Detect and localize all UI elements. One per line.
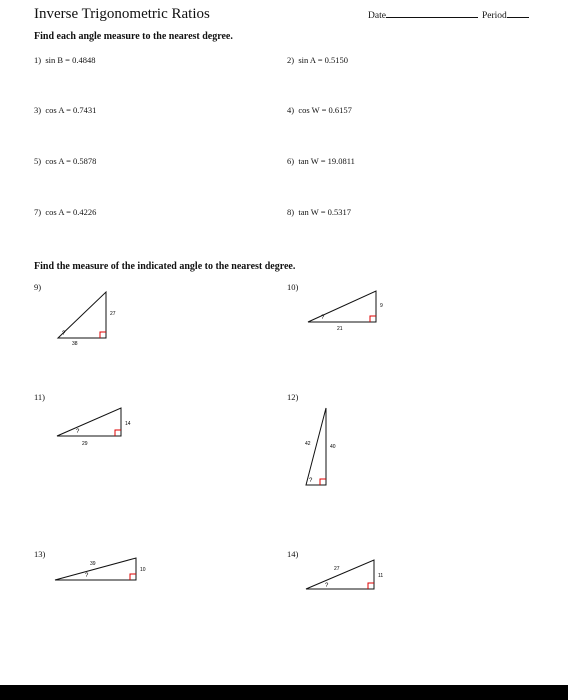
problem-text: cos A = 0.5878 [45, 156, 97, 166]
side-label: 14 [125, 421, 131, 427]
angle-mark: ? [76, 429, 80, 435]
side-label: 42 [305, 441, 311, 447]
problem-text: cos A = 0.4226 [45, 207, 97, 217]
problem-6 [287, 156, 355, 166]
side-label: 27 [110, 311, 116, 317]
problem-text: sin B = 0.4848 [45, 55, 96, 65]
problem-9-number: 9) [34, 282, 42, 292]
angle-mark: ? [325, 583, 329, 589]
triangle-figure-14 [303, 556, 393, 601]
side-label: 38 [72, 341, 78, 347]
date-field[interactable] [368, 11, 478, 21]
side-label: 11 [378, 573, 384, 579]
side-label: 10 [140, 567, 146, 573]
problem-7 [34, 207, 96, 217]
problem-number: 1) [34, 55, 42, 65]
problem-text: tan W = 19.0811 [298, 156, 355, 166]
problem-text: sin A = 0.5150 [298, 55, 349, 65]
period-line [507, 17, 529, 18]
triangle-figure-9 [54, 288, 124, 353]
problem-8 [287, 207, 351, 217]
angle-mark: ? [62, 331, 66, 337]
worksheet-title: Inverse Trigonometric Ratios [34, 6, 210, 22]
problem-text: cos W = 0.6157 [298, 105, 352, 115]
problem-11-number: 11) [34, 392, 46, 402]
angle-mark: ? [309, 478, 313, 484]
side-label: 21 [337, 326, 343, 332]
problem-number: 8) [287, 207, 295, 217]
problem-number: 2) [287, 55, 295, 65]
side-label: 39 [90, 561, 96, 567]
triangle-figure-12 [300, 405, 350, 495]
problem-13-number: 13) [34, 549, 46, 559]
bottom-black-bar [0, 685, 568, 700]
problem-text: cos A = 0.7431 [45, 105, 97, 115]
side-label: 29 [82, 441, 88, 447]
period-label: Period [482, 11, 507, 21]
date-line [386, 17, 478, 18]
side-label: 9 [380, 303, 383, 309]
problem-4 [287, 105, 352, 115]
triangle-figure-13 [52, 553, 162, 593]
section1-instruction: Find each angle measure to the nearest degree. [34, 31, 233, 42]
problem-14-number: 14) [287, 549, 299, 559]
triangle-figure-11 [54, 405, 144, 465]
angle-mark: ? [321, 315, 325, 321]
problem-10-number: 10) [287, 282, 299, 292]
date-label: Date [368, 11, 386, 21]
angle-mark: ? [85, 573, 89, 579]
problem-number: 6) [287, 156, 295, 166]
problem-number: 5) [34, 156, 42, 166]
side-label: 40 [330, 444, 336, 450]
problem-5 [34, 156, 96, 166]
section2-instruction: Find the measure of the indicated angle to the nearest degree. [34, 261, 296, 272]
triangle-figure-10 [305, 288, 395, 343]
problem-3 [34, 105, 96, 115]
problem-number: 4) [287, 105, 295, 115]
problem-12-number: 12) [287, 392, 299, 402]
problem-number: 7) [34, 207, 42, 217]
problem-2 [287, 55, 348, 65]
problem-text: tan W = 0.5317 [298, 207, 351, 217]
period-field[interactable] [482, 11, 529, 21]
problem-1 [34, 55, 95, 65]
problem-number: 3) [34, 105, 42, 115]
side-label: 27 [334, 566, 340, 572]
